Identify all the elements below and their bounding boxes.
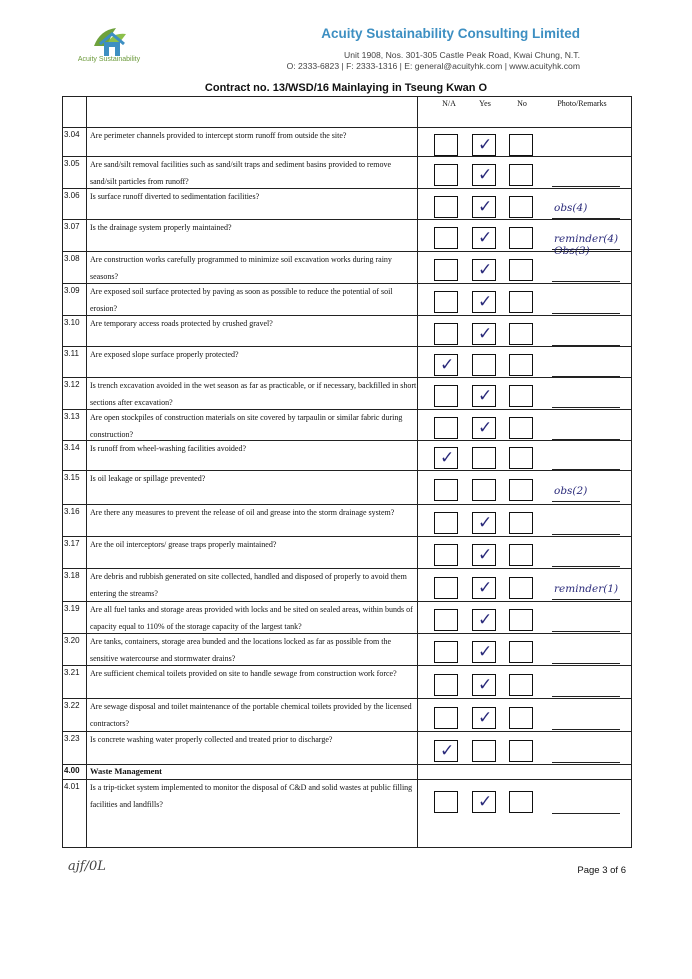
- item-number: 3.14: [64, 443, 80, 452]
- item-question: Are exposed soil surface protected by paving as soon as possible to reduce the potential of soil erosion?: [90, 287, 393, 313]
- check-mark-icon: ✓: [478, 386, 493, 406]
- item-question: Are sewage disposal and toilet maintenance of the portable chemical toilets provided by the licensed contractors?: [90, 702, 412, 728]
- logo-text: Acuity Sustainability: [77, 56, 141, 63]
- item-question: Are open stockpiles of construction materials on site covered by tarpaulin or similar fabric during construction?: [90, 413, 403, 439]
- item-question: Is surface runoff diverted to sedimentation facilities?: [90, 192, 260, 201]
- item-number: 3.16: [64, 507, 80, 516]
- item-number: 3.06: [64, 191, 80, 200]
- check-mark-icon: ✓: [478, 196, 493, 217]
- item-question: Is concrete washing water properly collected and treated prior to discharge?: [90, 735, 333, 744]
- item-number: 3.07: [64, 222, 80, 231]
- check-mark-icon: ✓: [478, 545, 493, 565]
- item-question: Are sufficient chemical toilets provided on site to handle sewage from construction work force?: [90, 669, 397, 678]
- remark-handwriting: reminder(1): [554, 582, 619, 595]
- item-number: 3.23: [64, 734, 80, 743]
- item-question: Are all fuel tanks and storage areas provided with locks and be sited on sealed areas, within bunds of capacity equal to 110% of the storage capacity of the largest tank?: [90, 605, 413, 631]
- check-mark-icon: ✓: [478, 513, 493, 533]
- item-number: 3.19: [64, 604, 80, 613]
- check-mark-icon: ✓: [478, 674, 493, 695]
- contract-title: Contract no. 13/WSD/16 Mainlaying in Tseung Kwan O: [204, 82, 488, 94]
- item-number: 3.18: [64, 571, 80, 580]
- check-mark-icon: ✓: [478, 707, 493, 728]
- item-question: Is runoff from wheel-washing facilities avoided?: [90, 444, 247, 453]
- item-number: 3.05: [64, 159, 80, 168]
- header-remarks: Photo/Remarks: [557, 99, 607, 108]
- item-question: Are tanks, containers, storage area bunded and the locations locked as far as possible from the sensitive watercourse and stormwater drains?: [90, 637, 392, 663]
- check-mark-icon: ✓: [478, 292, 493, 312]
- item-question: Are the oil interceptors/ grease traps properly maintained?: [90, 540, 277, 549]
- check-mark-icon: ✓: [440, 354, 455, 375]
- check-mark-icon: ✓: [478, 791, 493, 812]
- header-na: N/A: [442, 99, 456, 108]
- item-number: 3.15: [64, 473, 80, 482]
- remark-handwriting: obs(4): [554, 201, 588, 214]
- item-number: 3.04: [64, 130, 80, 139]
- item-question: Are exposed slope surface properly protected?: [90, 350, 239, 359]
- header-no: No: [517, 99, 527, 108]
- item-question: Are temporary access roads protected by crushed gravel?: [90, 319, 273, 328]
- item-question: Are there any measures to prevent the release of oil and grease into the storm drainage system?: [90, 508, 395, 517]
- item-number: 3.20: [64, 636, 80, 645]
- item-number: 4.01: [64, 782, 80, 791]
- address-line-2: O: 2333-6823 | F: 2333-1316 | E: general@acuityhk.com | www.acuityhk.com: [286, 61, 580, 71]
- item-question: Are sand/silt removal facilities such as sand/silt traps and sediment basins provided to remove sand/silt particles from runoff?: [90, 160, 392, 186]
- item-question: Are construction works carefully programmed to minimize soil excavation works during rainy seasons?: [90, 255, 392, 281]
- item-question: Are debris and rubbish generated on site collected, handled and disposed of properly to avoid them entering the streams?: [90, 572, 407, 598]
- remark-handwriting: reminder(4) Obs(3): [554, 233, 619, 257]
- item-number: 3.10: [64, 318, 80, 327]
- check-mark-icon: ✓: [478, 610, 493, 630]
- check-mark-icon: ✓: [478, 642, 493, 662]
- check-mark-icon: ✓: [478, 260, 493, 280]
- company-name: Acuity Sustainability Consulting Limited: [321, 26, 580, 41]
- item-question: Is the drainage system properly maintained?: [90, 223, 232, 232]
- item-question: Is oil leakage or spillage prevented?: [90, 474, 206, 483]
- section-number: 4.00: [64, 766, 80, 775]
- item-question: Is trench excavation avoided in the wet season as far as practicable, or if necessary, backfilled in short sections after excavation?: [90, 381, 417, 407]
- check-mark-icon: ✓: [478, 165, 493, 185]
- item-number: 3.17: [64, 539, 80, 548]
- address-line-1: Unit 1908, Nos. 301-305 Castle Peak Road, Kwai Chung, N.T.: [344, 50, 580, 60]
- item-question: Are perimeter channels provided to intercept storm runoff from outside the site?: [90, 131, 347, 140]
- page-number: Page 3 of 6: [577, 865, 626, 876]
- remark-handwriting: obs(2): [554, 485, 588, 497]
- check-mark-icon: ✓: [478, 228, 493, 248]
- check-mark-icon: ✓: [478, 323, 493, 344]
- item-number: 3.22: [64, 701, 80, 710]
- check-mark-icon: ✓: [440, 740, 455, 761]
- table-border: [62, 96, 632, 848]
- check-mark-icon: ✓: [478, 577, 493, 598]
- company-logo: [76, 12, 142, 78]
- item-number: 3.21: [64, 668, 80, 677]
- item-question: Is a trip-ticket system implemented to monitor the disposal of C&D and solid wastes at public filling facilities and landfills?: [90, 783, 413, 809]
- section-title: Waste Management: [90, 766, 163, 776]
- signature: ajf/0L: [68, 859, 106, 874]
- item-number: 3.12: [64, 380, 80, 389]
- item-number: 3.13: [64, 412, 80, 421]
- item-number: 3.08: [64, 254, 80, 263]
- check-mark-icon: ✓: [478, 417, 493, 438]
- company-address: [287, 50, 580, 72]
- item-number: 3.09: [64, 286, 80, 295]
- item-number: 3.11: [64, 349, 79, 358]
- header-yes: Yes: [479, 99, 491, 108]
- check-mark-icon: ✓: [478, 134, 493, 155]
- check-mark-icon: ✓: [440, 448, 455, 468]
